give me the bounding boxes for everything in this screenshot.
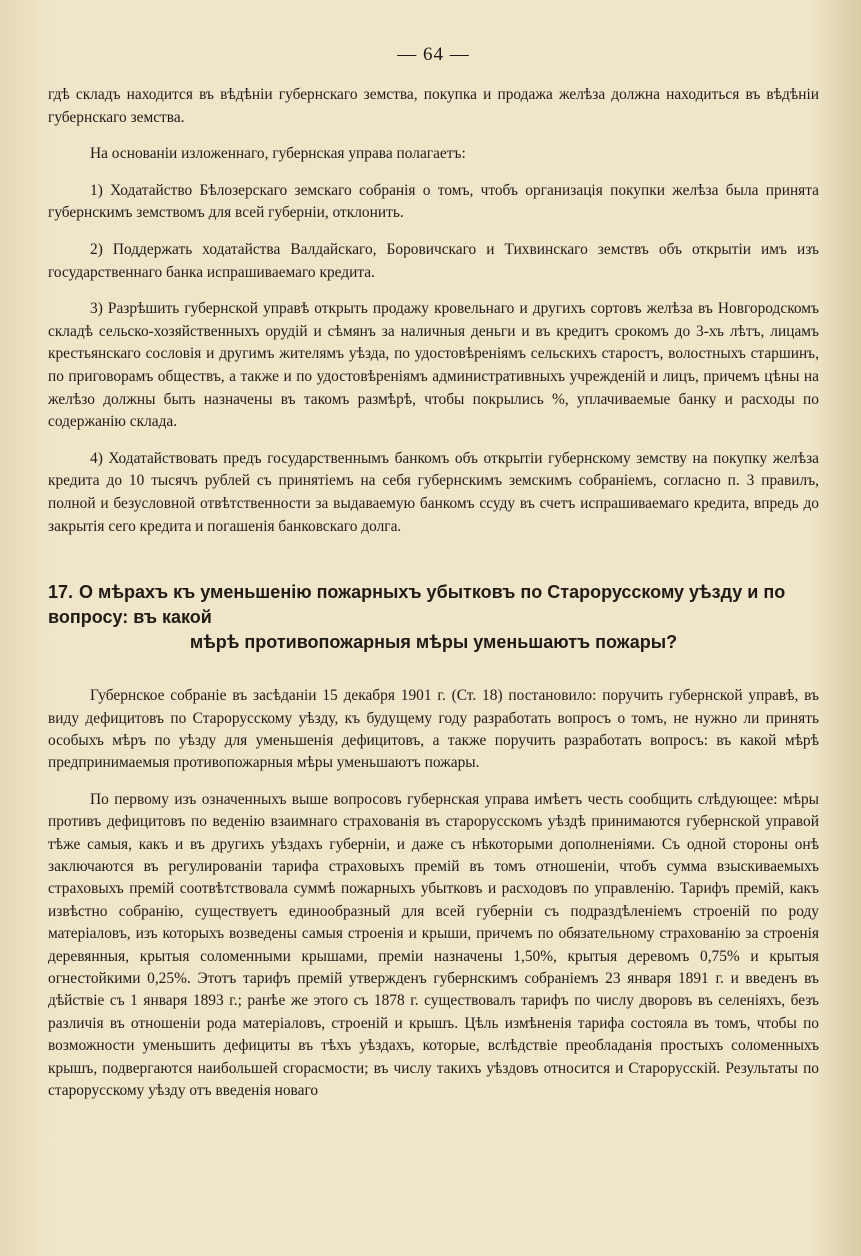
paragraph-item-2: 2) Поддержать ходатайства Валдайскаго, Боровичскаго и Тихвинскаго земствъ объ открытіи имъ изъ государственнаго банка испрашиваемаго кредита. — [48, 240, 819, 281]
section-number: 17. — [48, 582, 74, 603]
section-paragraph-1: Губернское собраніе въ засѣданіи 15 декабря 1901 г. (Ст. 18) постановило: поручить губернской управѣ, въ виду дефицитовъ по Старорусскому уѣзду, къ будущему году разработать вопросъ о томъ, не нужно ли принять особыхъ мѣръ по уѣзду для уменьшенія дефицитовъ, а также поручить разработать вопросъ: въ какой мѣрѣ предпринимаемыя противопожарныя мѣры уменьшаютъ пожары. — [48, 687, 819, 772]
section-heading — [48, 580, 819, 655]
paragraph-item-4: 4) Ходатайствовать предъ государственнымъ банкомъ объ открытіи губернскому земству на покупку желѣза кредита до 10 тысячъ рублей съ принятіемъ на себя губернскимъ земскимъ собраніемъ, согласно п. 3 правилъ, полной и безусловной отвѣтственности за выдаваемую банкомъ ссуду въ счетъ испрашиваемаго кредита, впредь до закрытія сего кредита и погашенія банковскаго долга. — [48, 449, 819, 535]
paragraph-item-1: 1) Ходатайство Бѣлозерскаго земскаго собранія о томъ, чтобъ организація покупки желѣза была принята губернскимъ земствомъ для всей губерніи, отклонить. — [48, 181, 819, 222]
section-title-line-1: О мѣрахъ къ уменьшенію пожарныхъ убытковъ по Старорусскому уѣзду и по вопросу: въ какой — [48, 582, 786, 628]
section-paragraph-2: По первому изъ означенныхъ выше вопросовъ губернская управа имѣетъ честь сообщить слѣдующее: мѣры противъ дефицитовъ по веденію взаимнаго страхованія въ старорусскомъ уѣздѣ принимаются губернской управой тѣже самыя, какъ и въ другихъ уѣздахъ губерніи, и даже съ нѣкоторыми дополненіями. Съ одной стороны онѣ заключаются въ регулированіи тарифа страховыхъ премій въ томъ отношеніи, чтобъ сумма взыскиваемыхъ страховыхъ премій соотвѣтствовала суммѣ пожарныхъ убытковъ и расходовъ по управленію. Тарифъ премій, какъ извѣстно собранію, существуетъ единообразный для всей губерніи съ подраздѣленіемъ строеній по роду матеріаловъ, изъ которыхъ возведены самыя строенія и крыши, причемъ по обязательному страхованію за строенія деревянныя, крытыя соломенными крышами, преміи назначены 1,50%, крытыя деревомъ 0,75% и крытыя огнестойкими 0,25%. Этотъ тарифъ премій утвержденъ губернскимъ собраніемъ 23 января 1891 г. и введенъ въ дѣйствіе съ 1 января 1893 г.; ранѣе же этого съ 1878 г. существовалъ тарифъ по числу дворовъ въ селеніяхъ, безъ различія въ отношеніи рода матеріаловъ, строеній и крышъ. Цѣль измѣненія тарифа состояла въ томъ, чтобы по возможности уменьшить дефициты въ тѣхъ уѣздахъ, которые, вслѣдствіе преобладанія простыхъ соломенныхъ крышъ, подвергаются наибольшей сгорасмости; въ числу такихъ уѣздовъ относится и Старорусскій. Результаты по старорусскому уѣзду отъ введенія новаго — [48, 790, 819, 1099]
paragraph-item-3: 3) Разрѣшить губернской управѣ открыть продажу кровельнаго и другихъ сортовъ желѣза въ Новгородскомъ складѣ сельско-хозяйственныхъ орудій и сѣмянъ за наличныя деньги и въ кредитъ срокомъ до 3-хъ лѣтъ, лицамъ крестьянскаго сословія и другимъ жителямъ уѣзда, по удостовѣреніямъ сельскихъ старостъ, волостныхъ старшинъ, по приговорамъ обществъ, а также и по удостовѣреніямъ административныхъ учрежденій и лицъ, причемъ цѣны на желѣзо должны быть назначены въ такомъ размѣрѣ, чтобы покрылись %, уплачиваемые банку и расходы по содержанію склада. — [48, 300, 819, 431]
paragraph-intro: На основаніи изложеннаго, губернская управа полагаетъ: — [90, 145, 466, 163]
paragraph-continuation: гдѣ складъ находится въ вѣдѣніи губернскаго земства, покупка и продажа желѣза должна находиться въ вѣдѣніи губернскаго земства. — [48, 86, 819, 126]
page-number: — 64 — — [397, 44, 470, 65]
section-title-line-2: мѣрѣ противопожарныя мѣры уменьшаютъ пожары? — [189, 632, 678, 653]
